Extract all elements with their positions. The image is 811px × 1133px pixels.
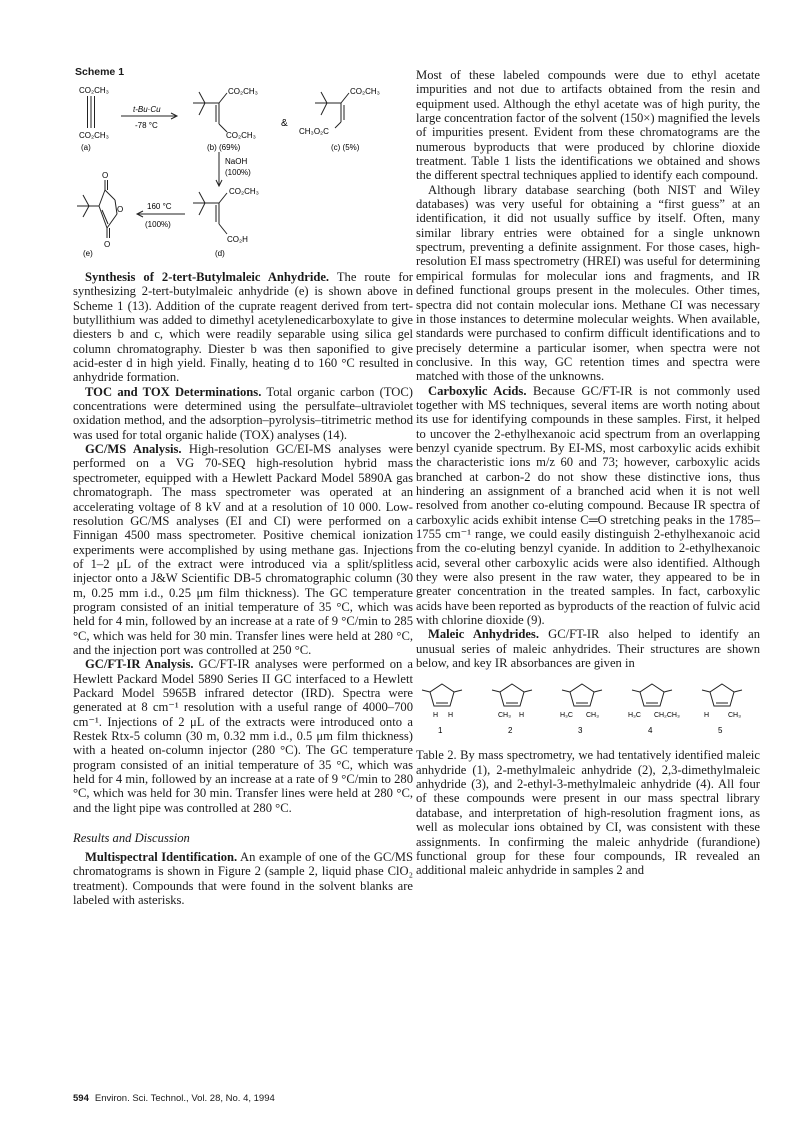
acid-label-d: CO₂H [227, 235, 248, 244]
ester-label-b-bottom: CO₂CH₃ [226, 131, 256, 140]
reagent-temp-label: -78 °C [135, 121, 158, 130]
struct1-h-right: H [448, 712, 454, 720]
paragraph-toc: Total organic carbon (TOC) concentrations were determined using the persulfate–ultraviolet oxidation method, and the adsorption–pyrolysis–titrimetric method was used for total organic halide (TOX) analyses (14). [73, 384, 413, 442]
right-column [416, 68, 760, 878]
journal-citation: Environ. Sci. Technol., Vol. 28, No. 4, 1994 [94, 1093, 275, 1104]
ester-label-c-top: CO₂CH₃ [350, 87, 380, 96]
struct1-h-left: H [433, 712, 439, 720]
struct4-h3c: H₃C [628, 712, 641, 720]
struct-label-2: 2 [508, 726, 513, 736]
heat-yield-label: (100%) [145, 220, 171, 229]
struct2-h: H [519, 712, 525, 720]
paragraph-library: Although library database searching (both NIST and Wiley databases) was very useful for obtaining a “first guess” at an identification, it did not usually suffice by itself. Often, many similar library entries were obtained for a single unknown spectrum, preventing a definite assignment. For those cases, high-resolution EI mass spectrometry (HREI) was useful for determining empirical formulas for molecular ions and fragments, and IR defined functional groups present in the molecules. Other times, spectra did not contain molecular ions. Methane CI was necessary in those instances to determine molecular weights. When available, standards were purchased to confirm difficult identifications and to precisely determine a particular isomer, when spectra were not conclusive. In this way, GC retention times and spectra were matched with those of the unknowns. [416, 182, 760, 384]
struct-label-5: 5 [718, 726, 723, 736]
heading-maleic: Maleic Anhydrides. [428, 627, 539, 642]
paragraph-table2: Table 2. By mass spectrometry, we had tentatively identified maleic anhydride (1), 2-methylmaleic anhydride (2), 2,3-dimethylmaleic anhydride (3), and 2-ethyl-3-methylmaleic anhydride (4). All four of these compounds were present in our mass spectral library database, and interpretation of high-resolution fragment ions, as well as molecular ions obtained by CI, was consistent with these assignments. In confirming the maleic anhydride (furandione) functional group for these four compounds, IR revealed an additional maleic anhydride in samples 2 and [416, 748, 760, 878]
struct5-ch3: CH₃ [728, 712, 741, 720]
compound-label-e: (e) [83, 249, 93, 258]
compound-label-c: (c) (5%) [331, 143, 360, 152]
heading-gcms: GC/MS Analysis. [85, 442, 182, 457]
paragraph-gcftir: GC/FT-IR analyses were performed on a Hewlett Packard Model 5890 Series II GC interfaced to a Hewlett Packard Model 5965B infrared detector (IRD). Spectra were generated at 8 cm⁻¹ resolution with a useful range of 4000–700 cm⁻¹. Injections of 2 μL of the extracts were introduced onto a Restek Rtx-5 column (30 m, 0.32 mm i.d., 0.5 μm film thickness) with a heated on-column injector (280 °C). The GC temperature program consisted of an initial temperature of 35 °C, which was held for 4 min, followed by an increase at a rate of 9 °C/min to 280 °C, which was held for 30 min. Transfer lines were held at 280 °C, and the light pipe was controlled at 280 °C. [73, 657, 414, 815]
naoh-label: NaOH [225, 157, 248, 166]
carbonyl-o-top: O [102, 171, 109, 180]
page-footer [73, 1093, 275, 1104]
heading-multispectral: Multispectral Identification. [85, 850, 238, 865]
ampersand: & [281, 118, 288, 129]
struct3-ch3: CH₃ [586, 712, 599, 720]
left-column [73, 66, 413, 907]
scheme-1-diagram [73, 82, 409, 264]
heading-synthesis: Synthesis of 2-tert-Butylmaleic Anhydride. [85, 270, 330, 284]
compound-label-d: (d) [215, 249, 225, 258]
struct4-ch2ch3: CH₂CH₃ [654, 712, 680, 720]
struct-label-1: 1 [438, 726, 443, 736]
struct3-h3c: H₃C [560, 712, 573, 720]
struct2-ch3: CH₃ [498, 712, 511, 720]
paragraph-carboxylic: Because GC/FT-IR is not commonly used together with MS techniques, several items are worth noting about its use for identifying compounds in these samples. First, it helped to uncover the 2-ethylhexanoic acid spectrum from an overlapping benzyl cyanide spectrum. By EI-MS, most carboxylic acids exhibit the characteristic ions m/z 60 and 73; however, carboxylic acids branched at carbon-2 do not show these distinctive ions, thus hindering an assignment of a branched acid when it is not well resolved from another co-eluting compound. Because IR spectra of carboxylic acids exhibit intense C═O stretching peaks in the 1785–1755 cm⁻¹ range, we could easily distinguish 2-ethylhexanoic acid from the co-eluting benzyl cyanide. In addition to 2-ethylhexanoic acid, several other carboxylic acids were also identified. Although they were also present in the raw water, they appeared to be in greater concentration in the treated samples. In fact, carboxylic acids have been reported as byproducts of the reaction of fulvic acid with chlorine dioxide (9). [416, 383, 761, 628]
compound-label-b: (b) (69%) [207, 143, 241, 152]
struct-label-4: 4 [648, 726, 653, 736]
paragraph-gcms: High-resolution GC/EI-MS analyses were performed on a VG 70-SEQ high-resolution hybrid mass spectrometer, equipped with a Hewlett Packard Model 5890A gas chromatograph. The mass spectrometer was operated at an accelerating voltage of 8 kV and at a resolution of 10 000. Low-resolution GC/MS analyses (EI and CI) were performed on a Finnigan 4500 mass spectrometer. Positive chemical ionization experiments were accomplished by using methane gas. Injections of 1–2 μL of the extract were introduced via a split/splitless injector onto a J&W Scientific DB-5 chromatographic column (30 m, 0.25 mm i.d., 0.25 μm film thickness). The GC temperature program consisted of an initial temperature of 35 °C, which was held for 4 min, followed by an increase at a rate of 9 °C/min to 285 °C, which was held for 30 min. Transfer lines were held at 280 °C, and the injection port was controlled at 250 °C. [73, 442, 413, 657]
ring-o: O [117, 205, 124, 214]
maleic-anhydride-structures [416, 676, 756, 738]
paragraph-maleic: GC/FT-IR also helped to identify an unusual series of maleic anhydrides. Their structures are shown below, and key IR absorbances are given in [416, 627, 760, 671]
heading-gcftir: GC/FT-IR Analysis. [85, 657, 194, 672]
paragraph-synthesis: The route for synthesizing 2-tert-butylmaleic anhydride (e) is shown above in Scheme 1 (13). Addition of the cuprate reagent derived from tert-butyllithium was added to dimethyl acetylenedicarboxylate to give diesters b and c, which were readily separable using silica gel column chromatography. Diester b was then saponified to give acid-ester d in high yield. Finally, heating d to 160 °C resulted in anhydride formation. [73, 270, 413, 385]
compound-label-a: (a) [81, 143, 91, 152]
paragraph-multispectral: An example of one of the GC/MS chromatograms is shown in Figure 2 (sample 2, liquid phase ClO₂ treatment). Compounds that were found in the solvent blanks are labeled with asterisks. [73, 850, 413, 908]
scheme-title: Scheme 1 [75, 66, 125, 78]
heading-carboxylic: Carboxylic Acids. [428, 383, 527, 398]
struct-label-3: 3 [578, 726, 583, 736]
page-number: 594 [73, 1093, 89, 1104]
heading-toc: TOC and TOX Determinations. [85, 384, 262, 399]
paragraph-labeled: Most of these labeled compounds were due to ethyl acetate impurities and not due to artifacts obtained from the resin and equipment used. Although the ethyl acetate was of high purity, the large concentration factor of the solvent (150×) magnified the levels of impurities present. Evident from these chromatograms are the numerous byproducts that were produced by chlorine dioxide treatment. Table 1 lists the identifications we obtained and shows the different spectral techniques applied to identify each compound. [416, 68, 760, 183]
ester-label-c-bottom: CH₃O₂C [299, 127, 329, 136]
ester-label-a-bottom: CO₂CH₃ [79, 131, 109, 140]
carbonyl-o-bottom: O [104, 240, 111, 249]
reagent-label: t-Bu·Cu [133, 105, 161, 114]
naoh-yield-label: (100%) [225, 168, 251, 177]
ester-label-b-top: CO₂CH₃ [228, 87, 258, 96]
section-title: Results and Discussion [73, 831, 190, 846]
heat-label: 160 °C [147, 202, 172, 211]
struct5-h: H [704, 712, 710, 720]
ester-label-a-top: CO₂CH₃ [79, 86, 109, 95]
ester-label-d: CO₂CH₃ [229, 187, 259, 196]
